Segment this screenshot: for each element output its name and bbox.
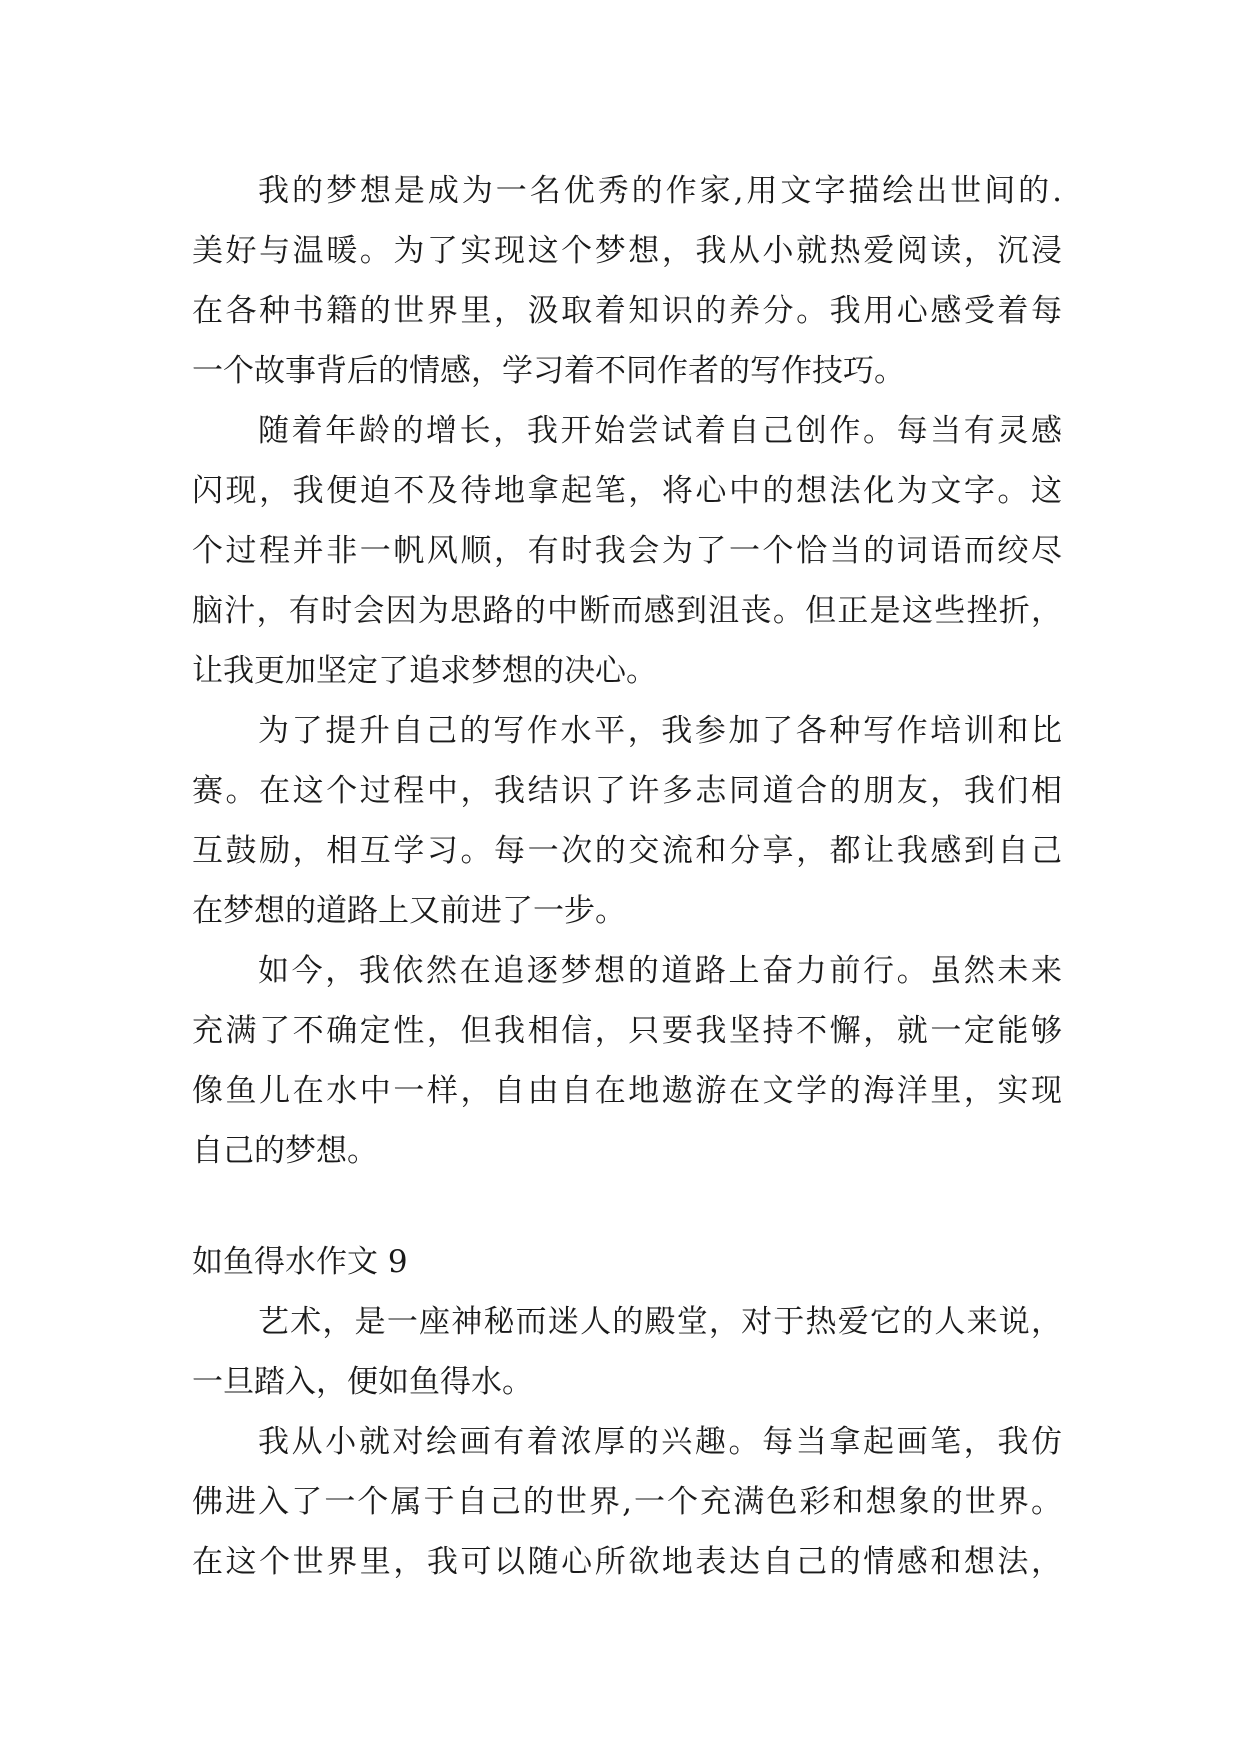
paragraph-4-line-2: 充满了不确定性，但我相信，只要我坚持不懈，就一定能够 [192, 1013, 1062, 1049]
section-paragraph-2-line-3: 在这个世界里，我可以随心所欲地表达自己的情感和想法， [192, 1544, 1062, 1580]
section-title: 如鱼得水作文 9 [192, 1244, 408, 1280]
paragraph-1-line-3: 在各种书籍的世界里，汲取着知识的养分。我用心感受着每 [192, 293, 1062, 329]
paragraph-4-line-4: 自己的梦想。 [192, 1133, 378, 1169]
paragraph-1-line-2: 美好与温暖。为了实现这个梦想，我从小就热爱阅读，沉浸 [192, 233, 1062, 269]
paragraph-2-line-3: 个过程并非一帆风顺，有时我会为了一个恰当的词语而绞尽 [192, 533, 1062, 569]
paragraph-2-line-2: 闪现，我便迫不及待地拿起笔，将心中的想法化为文字。这 [192, 473, 1062, 509]
paragraph-3-line-3: 互鼓励，相互学习。每一次的交流和分享，都让我感到自己 [192, 833, 1062, 869]
paragraph-4-line-3: 像鱼儿在水中一样，自由自在地遨游在文学的海洋里，实现 [192, 1073, 1062, 1109]
paragraph-1-line-1: 我的梦想是成为一名优秀的作家,用文字描绘出世间的. [258, 173, 1062, 209]
paragraph-2-line-5: 让我更加坚定了追求梦想的决心。 [192, 653, 657, 689]
section-paragraph-1-line-1: 艺术，是一座神秘而迷人的殿堂，对于热爱它的人来说， [258, 1304, 1062, 1340]
paragraph-2-line-4: 脑汁，有时会因为思路的中断而感到沮丧。但正是这些挫折， [192, 593, 1062, 629]
paragraph-3-line-2: 赛。在这个过程中，我结识了许多志同道合的朋友，我们相 [192, 773, 1062, 809]
paragraph-4-line-1: 如今，我依然在追逐梦想的道路上奋力前行。虽然未来 [258, 953, 1062, 989]
section-paragraph-1-line-2: 一旦踏入，便如鱼得水。 [192, 1364, 533, 1400]
paragraph-2-line-1: 随着年龄的增长，我开始尝试着自己创作。每当有灵感 [258, 413, 1062, 449]
section-paragraph-2-line-2: 佛进入了一个属于自己的世界,一个充满色彩和想象的世界。 [192, 1484, 1062, 1520]
paragraph-3-line-1: 为了提升自己的写作水平，我参加了各种写作培训和比 [258, 713, 1062, 749]
paragraph-1-line-4: 一个故事背后的情感，学习着不同作者的写作技巧。 [192, 353, 905, 389]
paragraph-3-line-4: 在梦想的道路上又前进了一步。 [192, 893, 626, 929]
section-paragraph-2-line-1: 我从小就对绘画有着浓厚的兴趣。每当拿起画笔，我仿 [258, 1424, 1062, 1460]
